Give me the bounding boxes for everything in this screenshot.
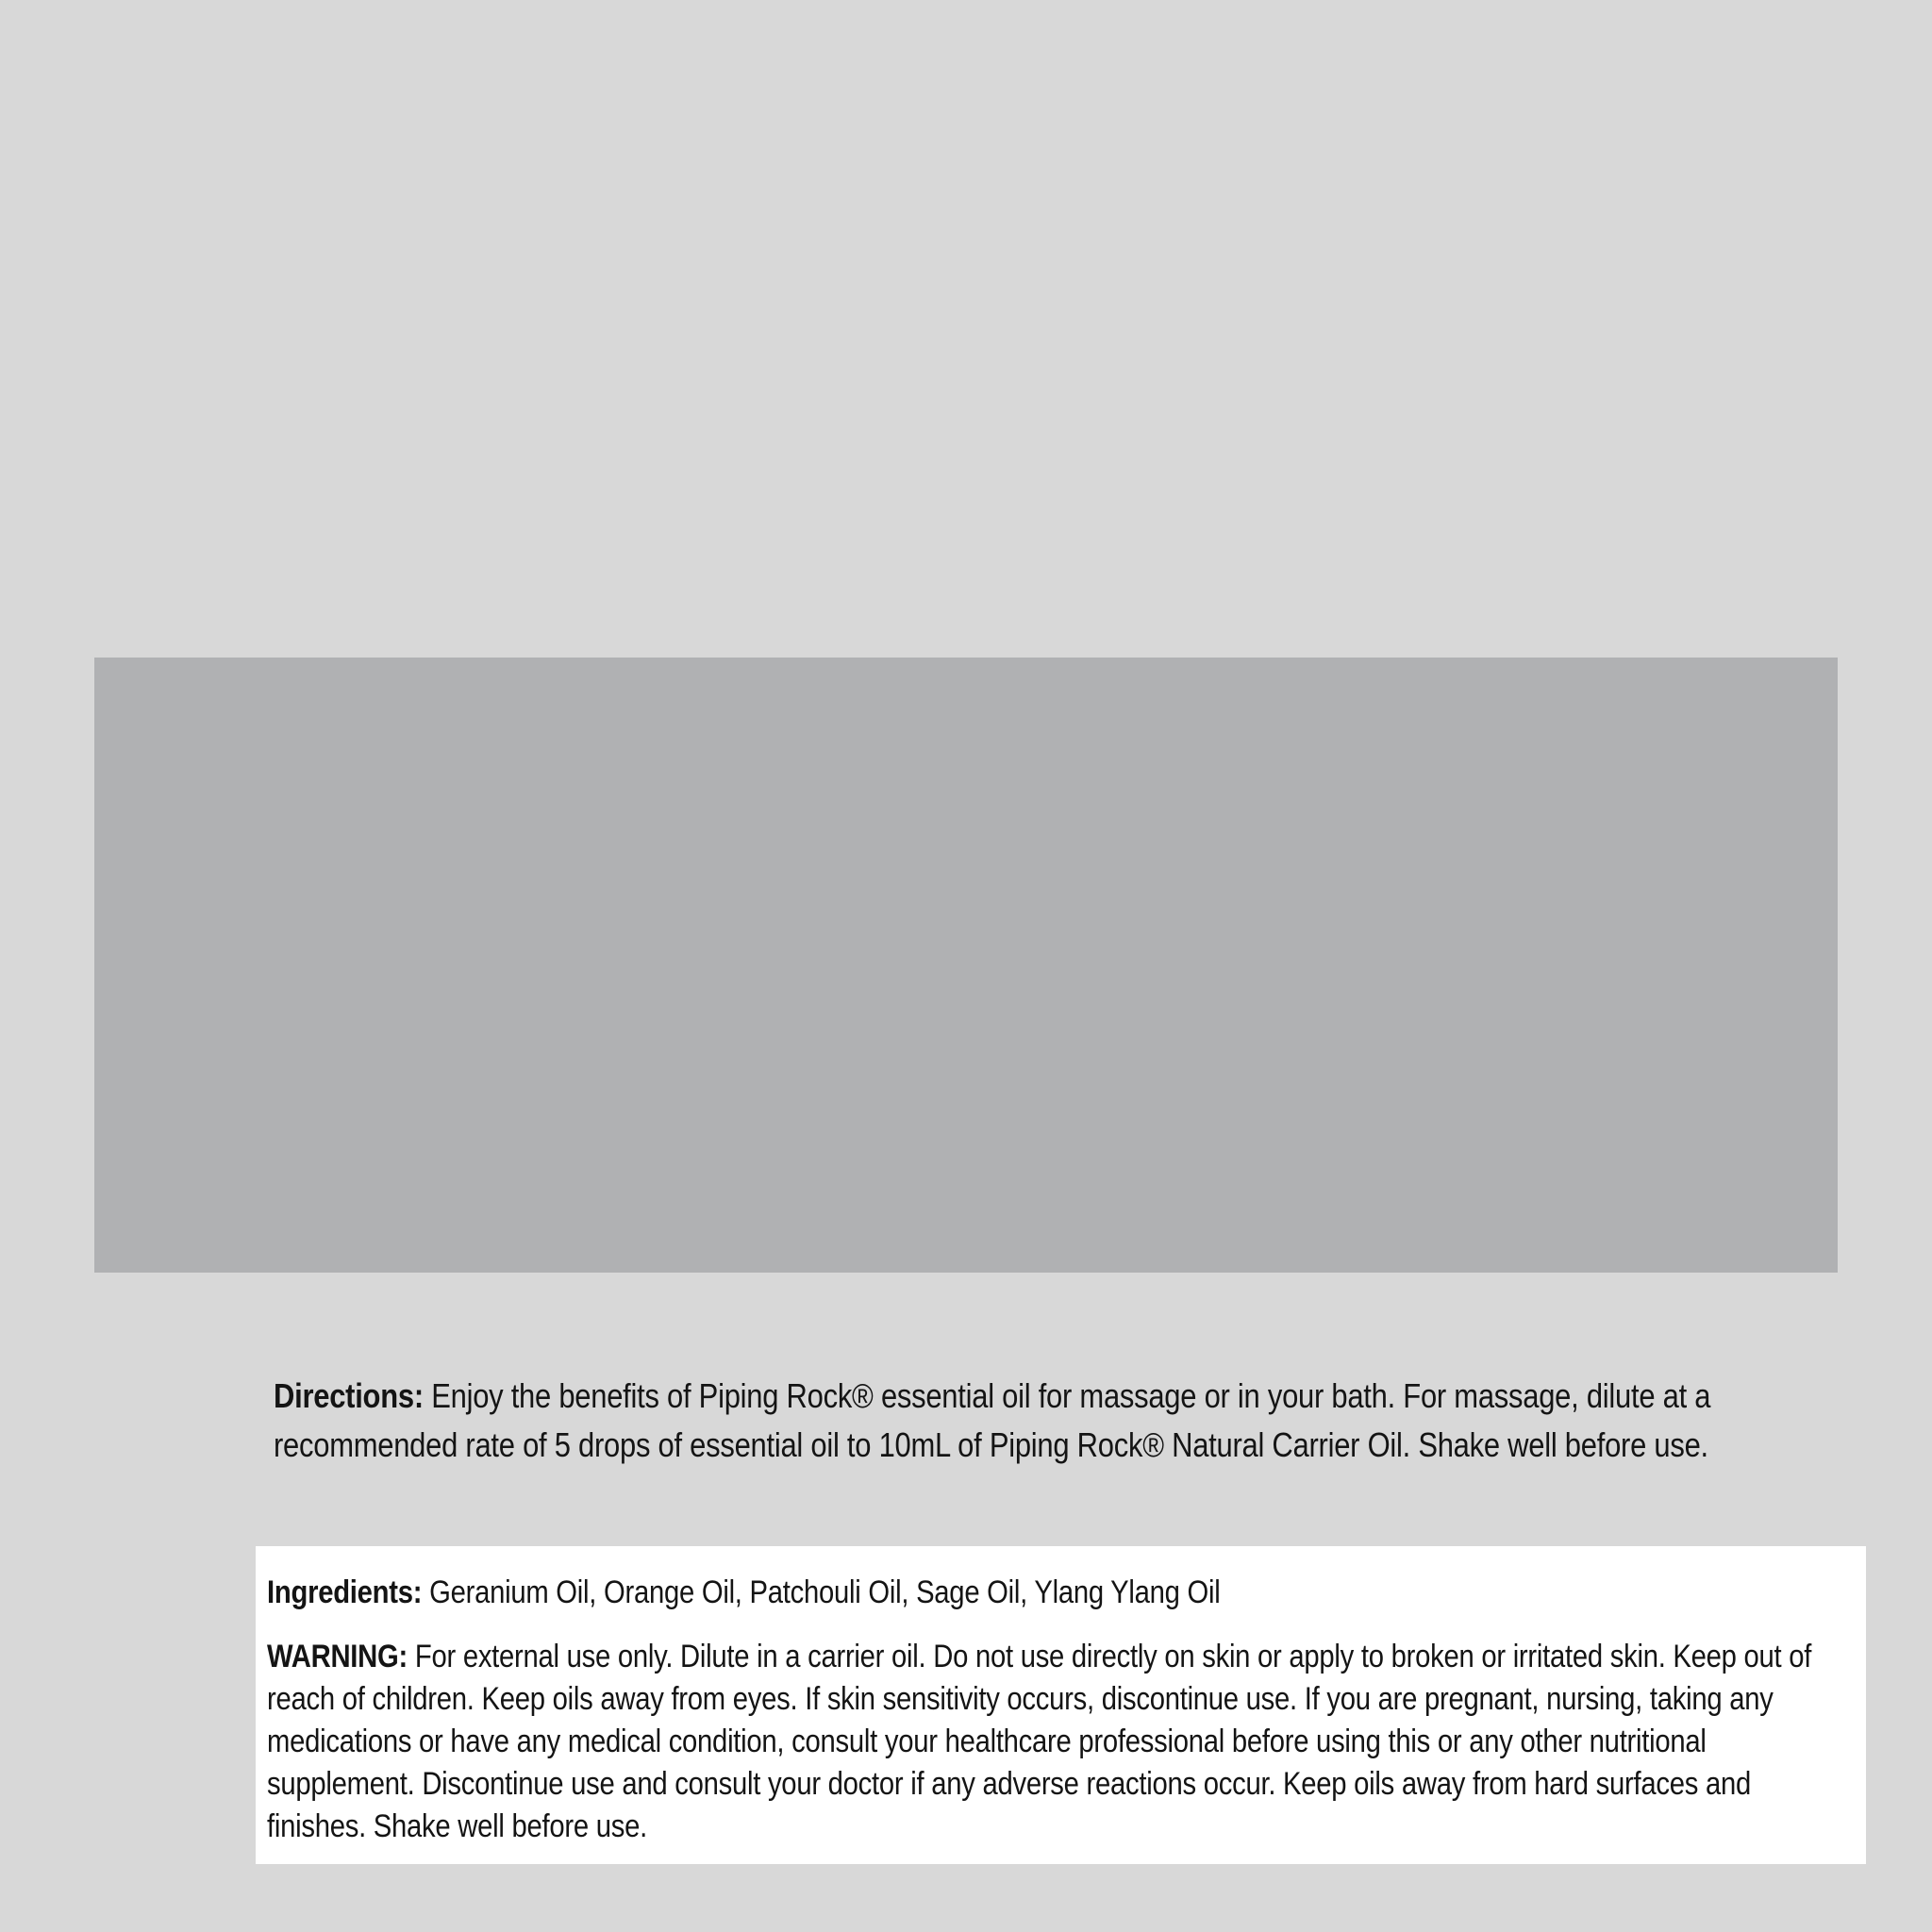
- directions-paragraph: [274, 1372, 1864, 1470]
- label-gray-panel: [94, 658, 1838, 1844]
- ingredients-label: Ingredients:: [267, 1574, 423, 1610]
- ingredients-text: Geranium Oil, Orange Oil, Patchouli Oil, Sage Oil, Ylang Ylang Oil: [429, 1574, 1221, 1610]
- warning-text: For external use only. Dilute in a carrier oil. Do not use directly on skin or apply to broken or irritated skin. Keep out of reach of children. Keep oils away from eyes. If skin sensitivity occurs, discontinue use. If you are pregnant, nursing, taking any medications or have any medical condition, consult your healthcare professional before using this or any other nutritional supplement. Discontinue use and consult your doctor if any adverse reactions occur. Keep oils away from hard surfaces and finishes. Shake well before use.: [267, 1639, 1812, 1844]
- directions-text: Enjoy the benefits of Piping Rock® essential oil for massage or in your bath. For massage, dilute at a recommended rate of 5 drops of essential oil to 10mL of Piping Rock® Natural Carrier Oil. Shake well before use.: [274, 1376, 1711, 1464]
- warning-paragraph: [267, 1636, 1857, 1848]
- ingredients-paragraph: [267, 1571, 1857, 1614]
- warning-label: WARNING:: [267, 1639, 408, 1674]
- directions-label: Directions:: [274, 1376, 424, 1415]
